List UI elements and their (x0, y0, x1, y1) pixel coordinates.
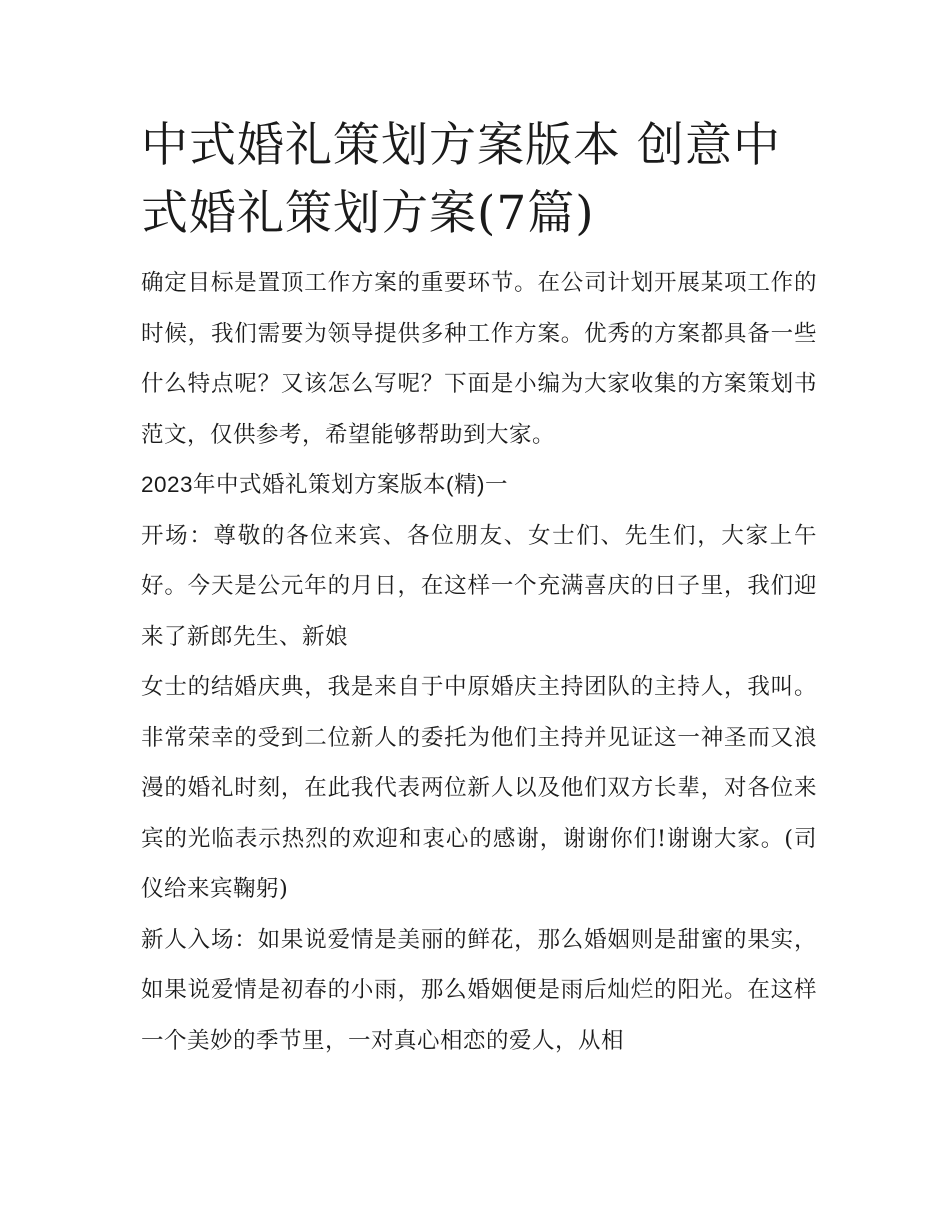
opening-paragraph: 开场：尊敬的各位来宾、各位朋友、女士们、先生们，大家上午好。今天是公元年的月日，在这样一个充满喜庆的日子里，我们迎来了新郎先生、新娘 (141, 522, 817, 650)
document-body (141, 258, 817, 1066)
host-paragraph: 女士的结婚庆典，我是来自于中原婚庆主持团队的主持人，我叫。非常荣幸的受到二位新人的委托为他们主持并见证这一神圣而又浪漫的婚礼时刻，在此我代表两位新人以及他们双方长辈，对各位来宾的光临表示热烈的欢迎和衷心的感谢，谢谢你们!谢谢大家。(司仪给来宾鞠躬) (141, 674, 817, 902)
intro-paragraph: 确定目标是置顶工作方案的重要环节。在公司计划开展某项工作的时候，我们需要为领导提供多种工作方案。优秀的方案都具备一些什么特点呢？又该怎么写呢？下面是小编为大家收集的方案策划书范文，仅供参考，希望能够帮助到大家。 (141, 270, 817, 448)
document-page (141, 112, 817, 1066)
section-heading: 2023年中式婚礼策划方案版本(精)一 (141, 472, 509, 497)
document-title: 中式婚礼策划方案版本 创意中式婚礼策划方案(7篇) (141, 118, 781, 241)
entrance-paragraph: 新人入场：如果说爱情是美丽的鲜花，那么婚姻则是甜蜜的果实，如果说爱情是初春的小雨，那么婚姻便是雨后灿烂的阳光。在这样一个美妙的季节里，一对真心相恋的爱人，从相 (141, 926, 817, 1054)
